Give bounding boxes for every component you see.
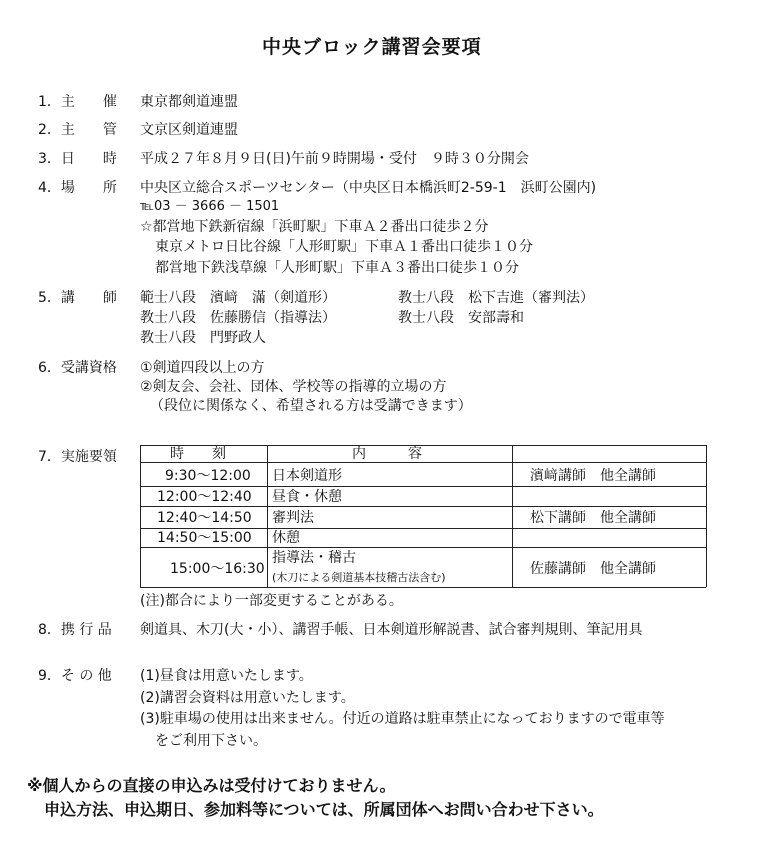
qualification-1: ①剣道四段以上の方 [140, 360, 265, 376]
schedule-row-2-time: 12:00～12:40 [157, 489, 252, 505]
item-value-host: 東京都剣道連盟 [140, 94, 238, 110]
schedule-row-3-instructor: 松下講師 他全講師 [530, 510, 656, 526]
instructor-4: 教士八段 松下吉進（審判法） [398, 290, 594, 306]
schedule-note: (注)都合により一部変更することがある。 [140, 593, 403, 609]
other-1: (1)昼食は用意いたします。 [140, 668, 313, 684]
venue-access-2: 東京メトロ日比谷線「人形町駅」下車Ａ１番出口徒歩１０分 [155, 239, 533, 255]
item-label-qualification: 6．受講資格 [38, 360, 117, 376]
qualification-3: （段位に関係なく、希望される方は受講できます） [150, 398, 472, 414]
footer-note-2: 申込方法、申込期日、参加料等については、所属団体へお問い合わせ下さい。 [44, 800, 604, 819]
item-value-venue: 中央区立総合スポーツセンター（中央区日本橋浜町2-59-1 浜町公園内) [140, 180, 597, 196]
schedule-row-1-instructor: 濱﨑講師 他全講師 [530, 468, 656, 484]
instructor-3: 教士八段 門野政人 [140, 330, 266, 346]
other-3: (3)駐車場の使用は出来ません。付近の道路は駐車禁止になっておりますので電車等 [140, 711, 665, 727]
schedule-row-4-time: 14:50～15:00 [157, 530, 252, 546]
item-value-belongings: 剣道具、木刀(大・小）、講習手帳、日本剣道形解説書、試合審判規則、筆記用具 [140, 622, 643, 638]
schedule-row-4-content: 休憩 [272, 530, 300, 546]
schedule-row-2-content: 昼食・休憩 [272, 489, 342, 505]
item-label-other: 9．そ の 他 [38, 668, 112, 684]
item-label-belongings: 8．携 行 品 [38, 622, 112, 638]
venue-tel: ℡03 － 3666 － 1501 [140, 199, 280, 214]
item-label-datetime: 3．日 時 [38, 151, 117, 167]
schedule-row-3-time: 12:40～14:50 [157, 510, 252, 526]
item-value-manager: 文京区剣道連盟 [140, 122, 238, 138]
instructor-1: 範士八段 濱﨑 滿（剣道形） [140, 290, 336, 306]
other-4: をご利用下さい。 [155, 733, 267, 749]
schedule-row-1-content: 日本剣道形 [272, 468, 342, 484]
item-value-datetime: 平成２７年８月９日(日)午前９時開場・受付 ９時３０分開会 [140, 151, 529, 167]
instructor-5: 教士八段 安部壽和 [398, 310, 524, 326]
item-label-instructors: 5．講 師 [38, 290, 117, 306]
schedule-row-3-content: 審判法 [272, 510, 314, 526]
schedule-row-5-time: 15:00～16:30 [170, 561, 265, 577]
schedule-header-time: 時 刻 [170, 446, 226, 462]
qualification-2: ②剣友会、会社、団体、学校等の指導的立場の方 [140, 379, 447, 395]
venue-access-1: ☆都営地下鉄新宿線「浜町駅」下車Ａ２番出口徒歩２分 [140, 219, 489, 235]
schedule-row-1-time: 9:30～12:00 [165, 468, 251, 484]
schedule-header-content: 内 容 [352, 446, 422, 462]
venue-access-3: 都営地下鉄浅草線「人形町駅」下車Ａ３番出口徒歩１０分 [155, 260, 519, 276]
item-label-schedule: 7．実施要領 [38, 449, 117, 465]
schedule-row-5-instructor: 佐藤講師 他全講師 [530, 561, 656, 577]
instructor-2: 教士八段 佐藤勝信（指導法） [140, 310, 336, 326]
schedule-row-5-sub: (木刀による剣道基本技稽古法含む) [272, 571, 446, 584]
other-2: (2)講習会資料は用意いたします。 [140, 690, 355, 706]
item-label-manager: 2．主 管 [38, 122, 117, 138]
footer-note-1: ※個人からの直接の申込みは受付けておりません。 [27, 776, 396, 795]
schedule-row-5-content: 指導法・稽古 [272, 550, 356, 566]
item-label-host: 1．主 催 [38, 94, 117, 110]
page-title: 中央ブロック講習会要項 [262, 36, 482, 58]
item-label-venue: 4．場 所 [38, 180, 117, 196]
